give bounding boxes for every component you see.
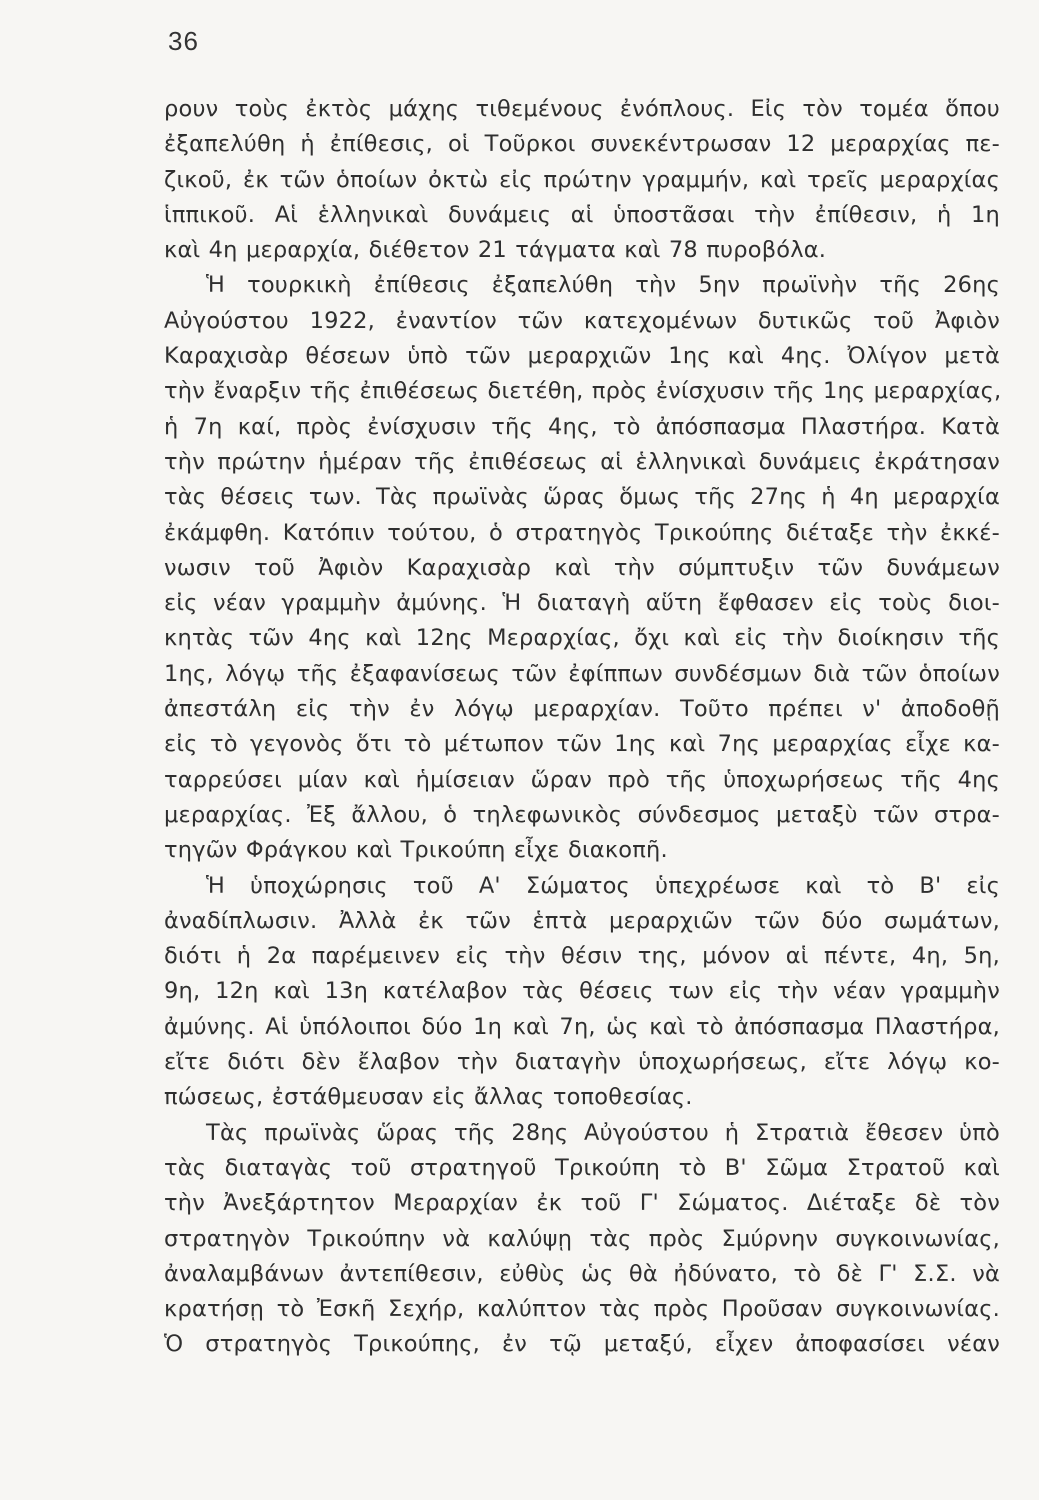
text-line: ἀπεστάλη εἰς τὴν ἐν λόγῳ μεραρχίαν. Τοῦτο πρέπει ν' ἀποδοθῇ [164,696,1000,723]
text-line: κρατήσῃ τὸ Ἐσκῆ Σεχήρ, καλύπτον τὰς πρὸς Προῦσαν συγκοινωνίας. [164,1296,1000,1323]
text-line: Καραχισὰρ θέσεων ὑπὸ τῶν μεραρχιῶν 1ης καὶ 4ης. Ὀλίγον μετὰ [164,343,1000,370]
text-line: κητὰς τῶν 4ης καὶ 12ης Μεραρχίας, ὄχι καὶ εἰς τὴν διοίκησιν τῆς [164,625,1000,652]
text-line: ἐκάμφθη. Κατόπιν τούτου, ὁ στρατηγὸς Τρικούπης διέταξε τὴν ἐκκέ- [164,519,1000,546]
text-line: Αὐγούστου 1922, ἐναντίον τῶν κατεχομένων δυτικῶς τοῦ Ἀφιὸν [164,307,1000,334]
text-line: εἴτε διότι δὲν ἔλαβον τὴν διαταγὴν ὑποχωρήσεως, εἴτε λόγῳ κο- [164,1049,1000,1076]
text-line: διότι ἡ 2α παρέμεινεν εἰς τὴν θέσιν της, μόνον αἱ πέντε, 4η, 5η, [164,943,1000,970]
text-line: τὰς θέσεις των. Τὰς πρωϊνὰς ὥρας ὅμως τῆς 27ης ἡ 4η μεραρχία [164,484,1000,511]
text-line: ἀναδίπλωσιν. Ἀλλὰ ἐκ τῶν ἑπτὰ μεραρχιῶν τῶν δύο σωμάτων, [164,907,1000,934]
text-line: Ἡ τουρκικὴ ἐπίθεσις ἐξαπελύθη τὴν 5ην πρωϊνὴν τῆς 26ης [206,272,1000,299]
text-line: 9η, 12η καὶ 13η κατέλαβον τὰς θέσεις των εἰς τὴν νέαν γραμμὴν [164,978,1000,1005]
page-number: 36 [168,26,199,56]
page-body-text [164,92,1000,1363]
text-line: τηγῶν Φράγκου καὶ Τρικούπη εἶχε διακοπῆ. [164,837,668,864]
text-line: τὴν ἔναρξιν τῆς ἐπιθέσεως διετέθη, πρὸς ἐνίσχυσιν τῆς 1ης μεραρχίας, [164,378,1002,405]
text-line: εἰς νέαν γραμμὴν ἀμύνης. Ἡ διαταγὴ αὕτη ἔφθασεν εἰς τοὺς διοι- [164,590,1000,617]
text-line: ἡ 7η καί, πρὸς ἐνίσχυσιν τῆς 4ης, τὸ ἀπόσπασμα Πλαστήρα. Κατὰ [164,413,1000,440]
text-line: ἀμύνης. Αἱ ὑπόλοιποι δύο 1η καὶ 7η, ὡς καὶ τὸ ἀπόσπασμα Πλαστήρα, [164,1013,1000,1040]
text-line: εἰς τὸ γεγονὸς ὅτι τὸ μέτωπον τῶν 1ης καὶ 7ης μεραρχίας εἶχε κα- [164,731,1000,758]
text-line: τὴν πρώτην ἡμέραν τῆς ἐπιθέσεως αἱ ἑλληνικαὶ δυνάμεις ἐκράτησαν [164,448,1000,475]
text-line: Ὁ στρατηγὸς Τρικούπης, ἐν τῷ μεταξύ, εἶχεν ἀποφασίσει νέαν [164,1331,1000,1358]
text-line: μεραρχίας. Ἐξ ἄλλου, ὁ τηλεφωνικὸς σύνδεσμος μεταξὺ τῶν στρα- [164,801,1000,828]
text-line: τὰς διαταγὰς τοῦ στρατηγοῦ Τρικούπη τὸ Β' Σῶμα Στρατοῦ καὶ [164,1154,1000,1181]
text-line: Ἡ ὑποχώρησις τοῦ Α' Σώματος ὑπεχρέωσε καὶ τὸ Β' εἰς [206,872,1000,899]
text-line: ζικοῦ, ἐκ τῶν ὁποίων ὀκτὼ εἰς πρώτην γραμμήν, καὶ τρεῖς μεραρχίας [164,166,1000,193]
text-line: Τὰς πρωϊνὰς ὥρας τῆς 28ης Αὐγούστου ἡ Στρατιὰ ἔθεσεν ὑπὸ [206,1119,1000,1146]
text-line: ρουν τοὺς ἐκτὸς μάχης τιθεμένους ἐνόπλους. Εἰς τὸν τομέα ὅπου [164,96,1000,122]
text-line: πώσεως, ἐστάθμευσαν εἰς ἄλλας τοποθεσίας. [164,1084,693,1111]
text-line: 1ης, λόγῳ τῆς ἐξαφανίσεως τῶν ἐφίππων συνδέσμων διὰ τῶν ὁποίων [164,660,1000,687]
text-line: ἱππικοῦ. Αἱ ἑλληνικαὶ δυνάμεις αἱ ὑποστᾶσαι τὴν ἐπίθεσιν, ἡ 1η [164,201,1000,228]
text-line: ἀναλαμβάνων ἀντεπίθεσιν, εὐθὺς ὡς θὰ ἠδύνατο, τὸ δὲ Γ' Σ.Σ. νὰ [164,1260,1000,1287]
text-line: στρατηγὸν Τρικούπην νὰ καλύψῃ τὰς πρὸς Σμύρνην συγκοινωνίας, [164,1225,1000,1252]
text-line: ἐξαπελύθη ἡ ἐπίθεσις, οἱ Τοῦρκοι συνεκέντρωσαν 12 μεραρχίας πε- [164,131,1000,158]
text-line: ταρρεύσει μίαν καὶ ἡμίσειαν ὥραν πρὸ τῆς ὑποχωρήσεως τῆς 4ης [164,766,1000,793]
text-line: νωσιν τοῦ Ἀφιὸν Καραχισὰρ καὶ τὴν σύμπτυξιν τῶν δυνάμεων [164,554,1000,581]
text-line: καὶ 4η μεραρχία, διέθετον 21 τάγματα καὶ 78 πυροβόλα. [164,237,827,264]
text-line: τὴν Ἀνεξάρτητον Μεραρχίαν ἐκ τοῦ Γ' Σώματος. Διέταξε δὲ τὸν [164,1190,1000,1217]
